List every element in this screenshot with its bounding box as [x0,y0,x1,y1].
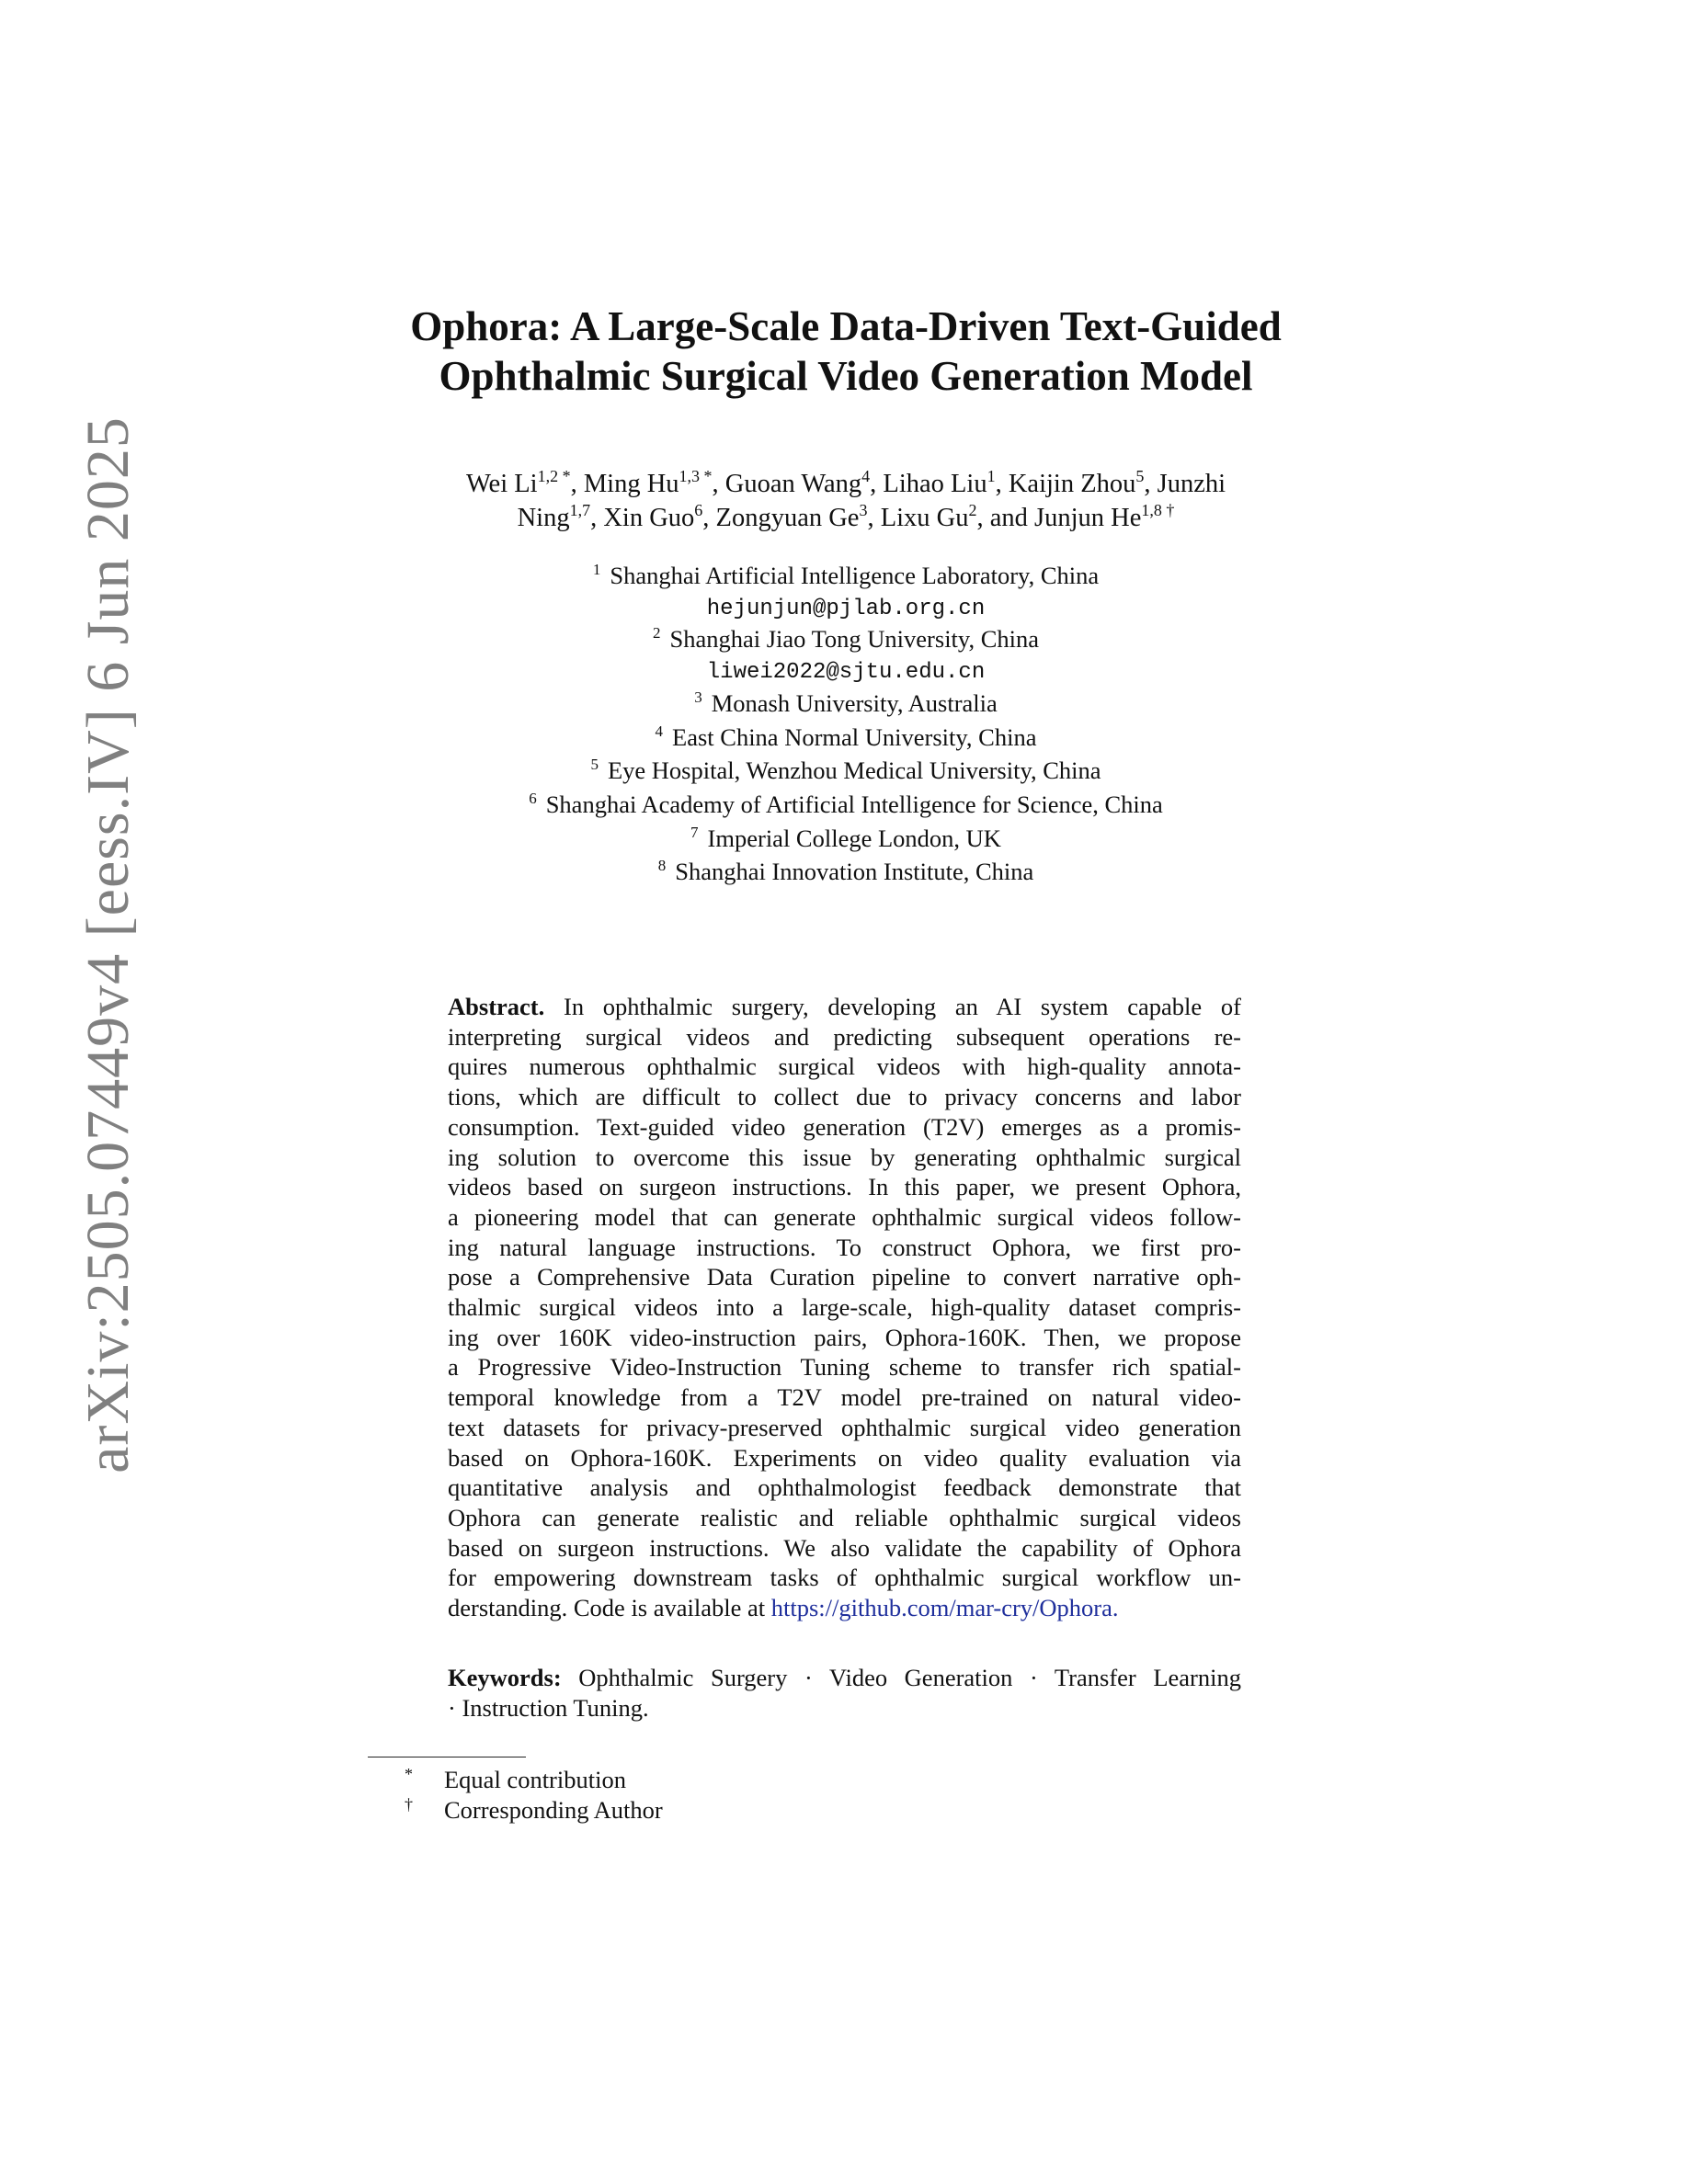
affiliation-list [276,561,1416,891]
affiliation-name: Imperial College London, UK [707,824,1001,852]
abstract-text: In ophthalmic surgery, developing an AI system capable of [544,993,1241,1020]
author-list [276,467,1416,535]
keywords-text: Ophthalmic Surgery · Video Generation · Transfer Learning [561,1664,1241,1691]
author-name: Wei Li [465,470,538,498]
abstract-line: based on Ophora-160K. Experiments on video quality evaluation via [448,1443,1241,1472]
abstract-line: ing over 160K video-instruction pairs, Ophora-160K. Then, we propose [448,1323,1241,1351]
author-affiliation-marker: 4 [861,466,871,485]
affiliation-number: 5 [590,756,599,774]
abstract-line: thalmic surgical videos into a large-scale, high-quality dataset compris- [448,1293,1241,1322]
affiliation-name: Monash University, Australia [711,688,998,717]
affiliation-number: 8 [657,857,667,875]
author-name: Junzhi [1157,470,1226,498]
author-affiliation-marker: 6 [694,500,703,519]
title-line-2: Ophthalmic Surgical Video Generation Model [439,353,1253,399]
abstract-line: a pioneering model that can generate ophthalmic surgical videos follow- [448,1202,1241,1231]
abstract-line: consumption. Text-guided video generation (T2V) emerges as a promis- [448,1112,1241,1141]
author-separator: , [995,470,1009,498]
author-affiliation-marker: 1,8 [1141,500,1162,519]
author-note-marker: * [700,466,713,485]
affiliation-item [276,561,1416,595]
affiliation-number: 7 [690,823,699,841]
author-name: Junjun He [1034,504,1142,532]
affiliation-item [276,756,1416,790]
abstract-text: derstanding. Code is available at [448,1594,771,1622]
affiliation-number: 2 [653,624,661,643]
affiliation-name: Shanghai Jiao Tong University, China [669,625,1039,654]
affiliation-number: 4 [655,722,664,740]
paper-title [276,301,1416,401]
affiliation-item [276,824,1416,858]
abstract-line: pose a Comprehensive Data Curation pipeline to convert narrative oph- [448,1263,1241,1291]
footnote-marker: * [405,1765,413,1783]
author-name: Kaijin Zhou [1008,470,1136,498]
author-name: Lihao Liu [883,470,987,498]
abstract-line: Ophora can generate realistic and reliable ophthalmic surgical videos [448,1503,1241,1531]
abstract-label: Abstract. [448,993,545,1020]
author-affiliation-marker: 1,7 [569,500,591,519]
affiliation-number: 3 [694,688,702,706]
abstract-line: text datasets for privacy-preserved ophthalmic surgical video generation [448,1413,1241,1441]
author-separator: , [590,504,604,532]
abstract-line: ing natural language instructions. To construct Ophora, we first pro- [448,1233,1241,1261]
author-affiliation-marker: 1,3 [679,466,701,485]
abstract-line: a Progressive Video-Instruction Tuning scheme to transfer rich spatial- [448,1353,1241,1382]
author-separator: , [570,470,584,498]
affiliation-name: Shanghai Artificial Intelligence Laboratory, China [610,562,1100,589]
keywords-line-2: · Instruction Tuning. [448,1693,649,1722]
footnote-text: Equal contribution [444,1766,626,1793]
author-separator: , [712,470,725,498]
keywords-label: Keywords: [448,1664,562,1691]
affiliation-email: liwei2022@sjtu.edu.cn [706,660,986,686]
author-separator: , [867,504,881,532]
author-affiliation-marker: 5 [1135,466,1145,485]
author-name: Xin Guo [603,504,695,532]
affiliation-name: East China Normal University, China [672,722,1037,751]
affiliation-name: Shanghai Innovation Institute, China [675,858,1034,886]
author-affiliation-marker: 3 [859,500,868,519]
author-line-1 [276,467,1416,501]
author-separator: , and [976,504,1035,532]
abstract-line: ing solution to overcome this issue by generating ophthalmic surgical [448,1143,1241,1171]
author-name: Ming Hu [583,470,679,498]
footnotes [405,1765,663,1825]
author-affiliation-marker: 1 [987,466,996,485]
affiliation-item [276,857,1416,891]
abstract-line [448,1593,1241,1623]
author-separator: , [870,470,884,498]
abstract-line: interpreting surgical videos and predicting subsequent operations re- [448,1022,1241,1051]
abstract-line: tions, which are difficult to collect due to privacy concerns and labor [448,1083,1241,1111]
keywords [448,1663,1241,1723]
author-separator: , [702,504,716,532]
author-note-marker: * [558,466,571,485]
affiliation-item [276,688,1416,722]
author-name: Ning [517,504,570,532]
author-name: Lixu Gu [880,504,969,532]
arxiv-identifier-stamp: arXiv:2505.07449v4 [eess.IV] 6 Jun 2025 [74,416,142,1473]
affiliation-item [276,624,1416,658]
abstract-line: quantitative analysis and ophthalmologist feedback demonstrate that [448,1473,1241,1502]
footnote-marker: † [405,1794,413,1814]
abstract-line: for empowering downstream tasks of ophthalmic surgical workflow un- [448,1564,1241,1592]
footnote-item [405,1765,663,1795]
affiliation-number: 1 [592,561,601,578]
title-line-1: Ophora: A Large-Scale Data-Driven Text-Guided [410,303,1282,349]
author-affiliation-marker: 2 [968,500,977,519]
abstract-line: quires numerous ophthalmic surgical videos with high-quality annota- [448,1052,1241,1081]
affiliation-item [276,722,1416,756]
abstract-line: based on surgeon instructions. We also validate the capability of Ophora [448,1533,1241,1562]
abstract-line: videos based on surgeon instructions. In this paper, we present Ophora, [448,1173,1241,1201]
affiliation-email: hejunjun@pjlab.org.cn [706,596,986,621]
keywords-line-1 [448,1663,1241,1693]
author-note-marker: † [1161,500,1175,519]
author-line-2 [276,501,1416,535]
abstract [448,992,1241,1623]
author-affiliation-marker: 1,2 [537,466,559,485]
abstract-line [448,992,1241,1022]
abstract-line: temporal knowledge from a T2V model pre-trained on natural video- [448,1383,1241,1412]
affiliation-item [276,790,1416,824]
author-name: Guoan Wang [724,470,862,498]
footnote-text: Corresponding Author [444,1795,663,1824]
author-separator: , [1144,470,1158,498]
affiliation-name: Eye Hospital, Wenzhou Medical University, China [607,756,1101,785]
author-name: Zongyuan Ge [715,504,860,532]
affiliation-number: 6 [529,789,537,807]
code-repository-link[interactable]: https://github.com/mar-cry/Ophora. [770,1594,1119,1622]
affiliation-name: Shanghai Academy of Artificial Intelligence for Science, China [545,790,1163,818]
footnote-item [405,1795,663,1826]
